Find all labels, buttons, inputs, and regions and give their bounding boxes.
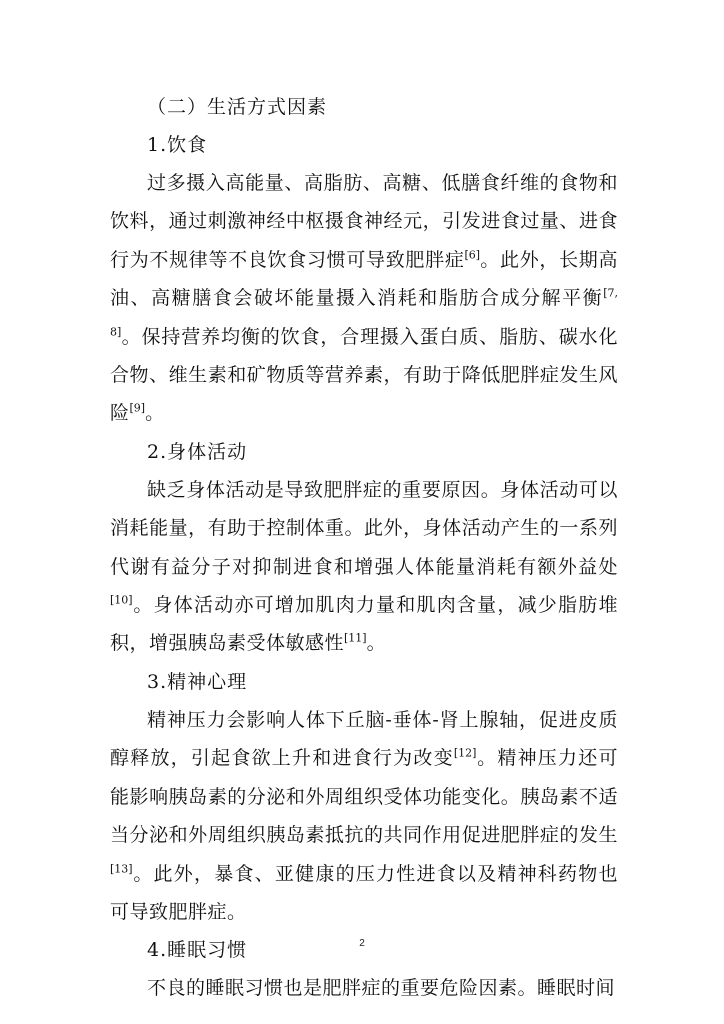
paragraph-text: 精神压力会影响人体下丘脑-垂体-肾上腺轴，促进皮质醇释放，引起食欲上升和进食行为改变: [110, 708, 618, 770]
paragraph-sleep: [110, 969, 618, 1007]
citation: [9]: [129, 402, 146, 416]
paragraph-text: 。身体活动亦可增加肌肉力量和肌肉含量，减少脂肪堆积，增强胰岛素受体敏感性: [110, 594, 618, 655]
paragraph-text: 。精神压力还可能影响胰岛素的分泌和外周组织受体功能变化。胰岛素不适当分泌和外周组织胰岛素抵抗的共同作用促进肥胖症的发生: [110, 747, 618, 847]
citation: [10]: [110, 593, 133, 607]
citation: [13]: [110, 862, 133, 876]
document-body: [110, 88, 618, 1008]
paragraph-text: 。: [145, 402, 165, 425]
subsection-heading-physical-activity: 2.身体活动: [147, 440, 248, 463]
citation: [7, 8]: [110, 286, 618, 339]
paragraph-text: 。此外，暴食、亚健康的压力性进食以及精神科药物也可导致肥胖症。: [110, 862, 618, 923]
subsection-heading-diet: 1.饮食: [147, 134, 208, 156]
paragraph-text: 缺乏身体活动是导致肥胖症的重要原因。身体活动可以消耗能量，有助于控制体重。此外，身体活动产生的一系列代谢有益分子对抑制进食和增强人体能量消耗有额外益处: [110, 478, 618, 578]
paragraph-diet: [110, 164, 618, 433]
section-heading: （二）生活方式因素: [147, 96, 328, 118]
citation: [6]: [464, 248, 481, 262]
paragraph-text: 。: [366, 632, 387, 655]
page-number: 2: [359, 938, 365, 949]
citation: [12]: [453, 746, 477, 760]
paragraph-text: 过多摄入高能量、高脂肪、高糖、低膳食纤维的食物和饮料，通过刺激神经中枢摄食神经元，引发进食过量、进食行为不规律等不良饮食习惯可导致肥胖症: [110, 172, 618, 271]
paragraph-physical-activity: [110, 471, 618, 663]
subsection-heading-sleep: 4.睡眠习惯: [147, 939, 248, 962]
paragraph-text: 。保持营养均衡的饮食，合理摄入蛋白质、脂肪、碳水化合物、维生素和矿物质等营养素，有助于降低肥胖症发生风险: [110, 325, 618, 425]
paragraph-text: 。此外，长期高油、高糖膳食会破坏能量摄入消耗和脂肪合成分解平衡: [110, 248, 618, 310]
subsection-heading-mental-health: 3.精神心理: [147, 670, 248, 693]
paragraph-text: 不良的睡眠习惯也是肥胖症的重要危险因素。睡眠时间: [147, 977, 616, 1000]
paragraph-mental-health: [110, 701, 618, 931]
citation: [11]: [344, 632, 367, 646]
